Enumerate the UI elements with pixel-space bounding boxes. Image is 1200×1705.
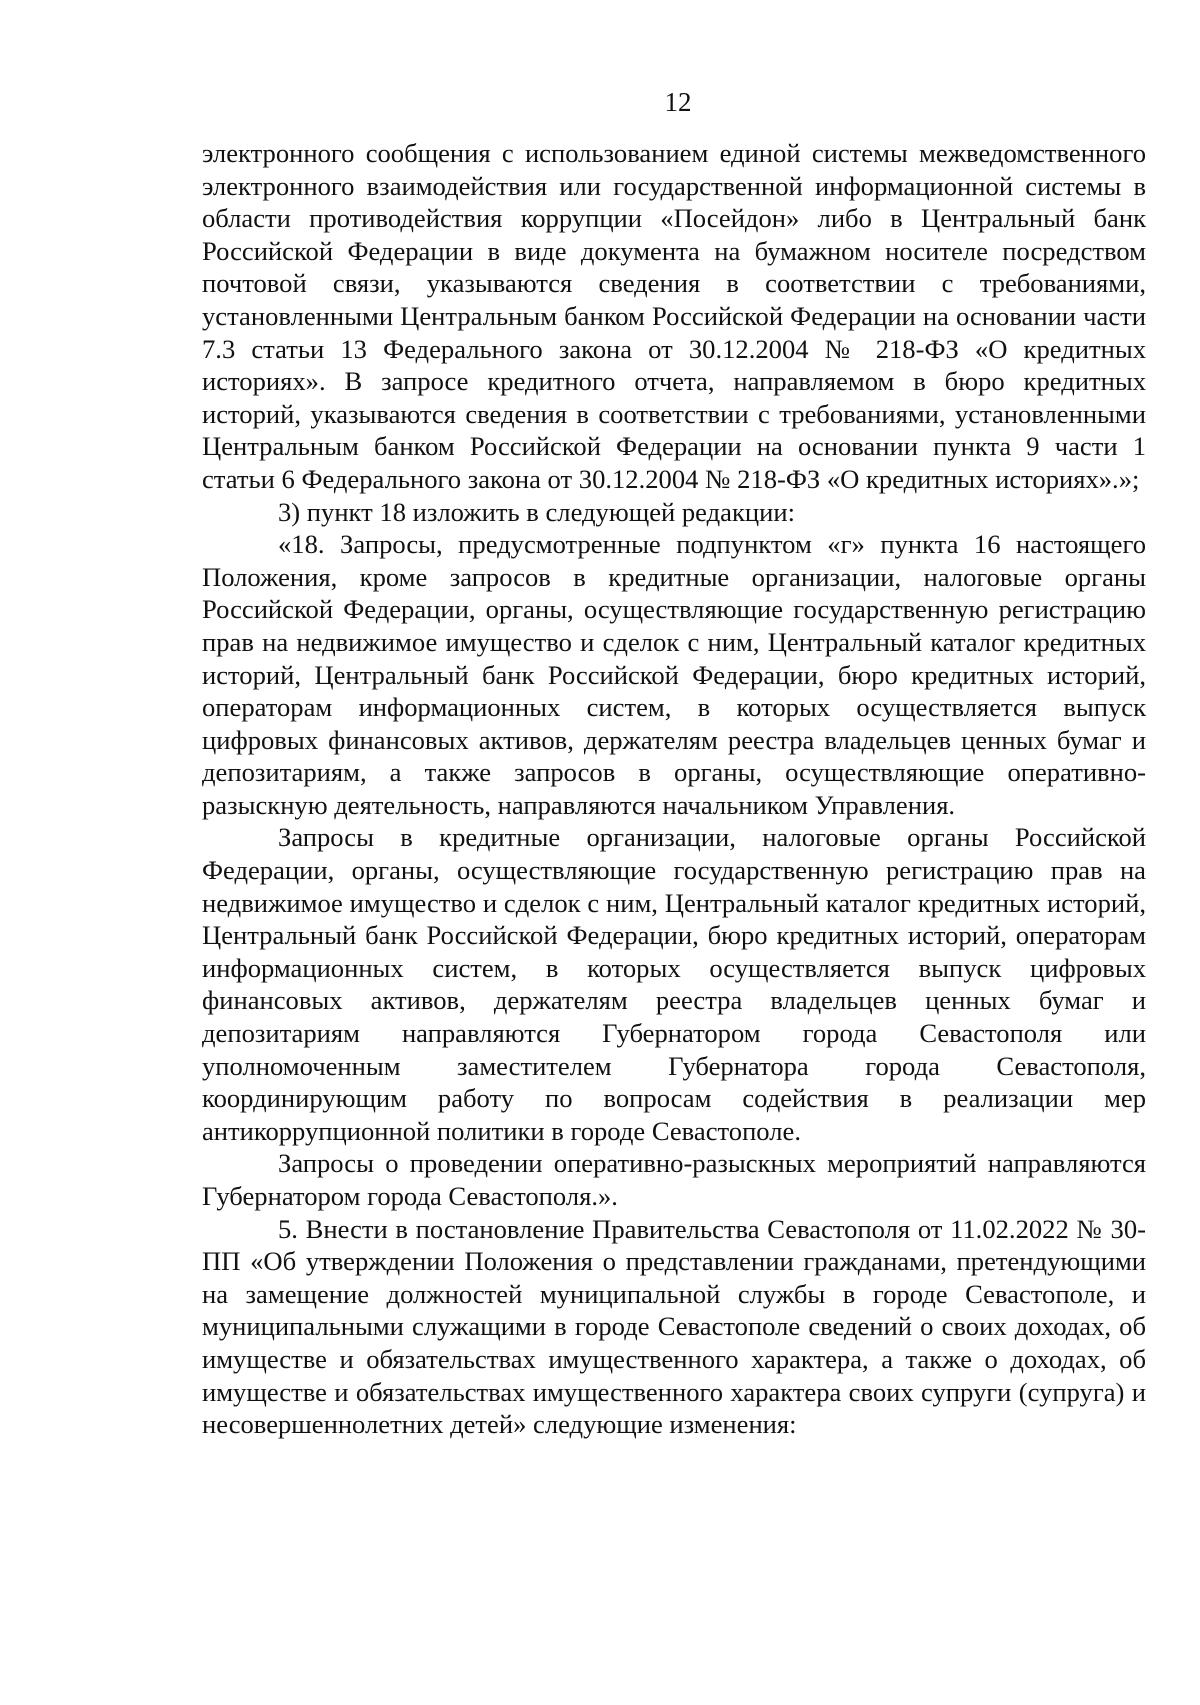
paragraph-item-5: 5. Внести в постановление Правительства Севастополя от 11.02.2022 № 30-ПП «Об утверждении Положения о представлении гражданами, претендующими на замещение должностей муниципальной службы в городе Севастополе, и муниципальными служащими в городе Севастополе сведений о своих доходах, об имуществе и обязательствах имущественного характера, а также о доходах, об имуществе и обязательствах имущественного характера своих супруги (супруга) и несовершеннолетних детей» следующие изменения: [202, 1213, 1146, 1440]
paragraph-item-3: 3) пункт 18 изложить в следующей редакции: [278, 496, 795, 527]
paragraph-continuation: электронного сообщения с использованием единой системы межведомственного электронного взаимодействия или государственной информационной системы в области противодействия коррупции «Посейдон» либо в Центральный банк Российской Федерации в виде документа на бумажном носителе посредством почтовой связи, указываются сведения в соответствии с требованиями, установленными Центральным банком Российской Федерации на основании части 7.3 статьи 13 Федерального закона от 30.12.2004 № 218-ФЗ «О кредитных историях». В запросе кредитного отчета, направляемом в бюро кредитных историй, указываются сведения в соответствии с требованиями, установленными Центральным банком Российской Федерации на основании пункта 9 части 1 статьи 6 Федерального закона от 30.12.2004 № 218-ФЗ «О кредитных историях».»; [202, 138, 1146, 494]
page-number: 12 [664, 87, 692, 117]
paragraph-requests-operative: Запросы о проведении оперативно-разыскных мероприятий направляются Губернатором города Севастополя.». [202, 1148, 1146, 1211]
paragraph-requests-credit-orgs: Запросы в кредитные организации, налоговые органы Российской Федерации, органы, осуществляющие государственную регистрацию прав на недвижимое имущество и сделок с ним, Центральный каталог кредитных историй, Центральный банк Российской Федерации, бюро кредитных историй, операторам информационных систем, в которых осуществляется выпуск цифровых финансовых активов, держателям реестра владельцев ценных бумаг и депозитариям направляются Губернатором города Севастополя или уполномоченным заместителем Губернатора города Севастополя, координирующим работу по вопросам содействия в реализации мер антикоррупционной политики в городе Севастополе. [202, 822, 1146, 1146]
paragraph-point-18: «18. Запросы, предусмотренные подпунктом «г» пункта 16 настоящего Положения, кроме запросов в кредитные организации, налоговые органы Российской Федерации, органы, осуществляющие государственную регистрацию прав на недвижимое имущество и сделок с ним, Центральный каталог кредитных историй, Центральный банк Российской Федерации, бюро кредитных историй, операторам информационных систем, в которых осуществляется выпуск цифровых финансовых активов, держателям реестра владельцев ценных бумаг и депозитариям, а также запросов в органы, осуществляющие оперативно-разыскную деятельность, направляются начальником Управления. [202, 529, 1146, 820]
document-body [202, 137, 1146, 1441]
